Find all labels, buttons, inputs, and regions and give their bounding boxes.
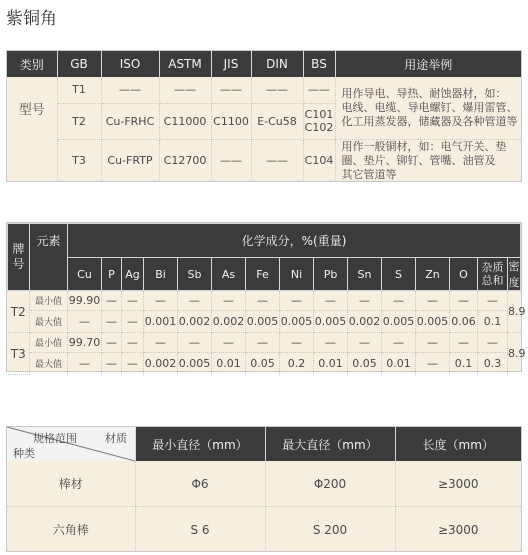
table-row <box>8 333 521 353</box>
value-cell: 0.001 <box>144 311 178 333</box>
header-element-pb: Pb <box>314 258 348 291</box>
grade-cell: T3 <box>8 333 30 375</box>
density-cell: 8.9 <box>508 347 526 361</box>
value-cell: 0.002 <box>178 311 212 333</box>
value-cell: 0.005 <box>416 311 450 333</box>
length-cell: ≥3000 <box>437 522 479 537</box>
header-max-diameter: 最大直径（mm） <box>265 427 395 461</box>
value-cell: — <box>450 291 478 311</box>
cell-jis: C1100 <box>211 103 251 139</box>
max-label: 最大值 <box>30 311 68 333</box>
header-element-ag: Ag <box>122 258 144 291</box>
header-bs: BS <box>303 51 335 77</box>
value-cell: — <box>122 311 144 333</box>
usage-line: 圈、垫片、铆钉、管嘴、油管及 <box>341 153 496 167</box>
corner-range-label: 规格范围 <box>33 432 77 445</box>
length-cell: ≥3000 <box>395 461 521 507</box>
value-cell: — <box>382 333 416 353</box>
value-cell: 0.05 <box>246 353 280 375</box>
value-cell: — <box>280 333 314 353</box>
header-astm: ASTM <box>159 51 211 77</box>
value-cell: — <box>416 333 450 353</box>
usage-text <box>335 139 521 182</box>
value-cell: 0.005 <box>314 311 348 333</box>
table-row <box>8 311 521 333</box>
value-cell: — <box>314 333 348 353</box>
header-element-sn: Sn <box>348 258 382 291</box>
table-header-row <box>8 224 521 258</box>
value-cell: — <box>246 291 280 311</box>
header-brand <box>8 224 30 291</box>
header-din: DIN <box>251 51 303 77</box>
value-cell: 0.005 <box>178 353 212 375</box>
value-cell: 0.005 <box>246 311 280 333</box>
header-brand-line: 号 <box>12 257 25 271</box>
header-element: 元素 <box>30 224 68 291</box>
header-element-sb: Sb <box>178 258 212 291</box>
header-gb: GB <box>57 51 101 77</box>
value-cell: — <box>416 291 450 311</box>
usage-line: 电线、电缆、导电螺钉、爆用雷管、 <box>341 100 518 114</box>
usage-text <box>335 77 521 139</box>
cell-iso: Cu-FRHC <box>101 103 159 139</box>
value-cell: — <box>382 291 416 311</box>
cell-din: —— <box>251 139 303 182</box>
value-cell: — <box>122 333 144 353</box>
value-cell: — <box>122 291 144 311</box>
value-cell: 0.2 <box>280 353 314 375</box>
value-cell: — <box>246 333 280 353</box>
value-cell: 0.002 <box>212 311 246 333</box>
specification-table <box>6 426 522 552</box>
header-density: 密度 <box>508 258 521 291</box>
value-cell: — <box>122 353 144 375</box>
value-cell: 0.005 <box>280 311 314 333</box>
cell-din: —— <box>251 77 303 103</box>
value-cell: — <box>144 333 178 353</box>
cell-jis: —— <box>211 139 251 182</box>
cell-bs: C104 <box>303 139 335 182</box>
table-row <box>8 353 521 375</box>
header-impurity-line: 杂质 <box>481 261 504 274</box>
cell-iso: —— <box>101 77 159 103</box>
header-element-fe: Fe <box>246 258 280 291</box>
value-cell: — <box>102 333 122 353</box>
header-iso: ISO <box>101 51 159 77</box>
value-cell: — <box>144 291 178 311</box>
cell-astm: C11000 <box>159 103 211 139</box>
header-element-s: S <box>382 258 416 291</box>
value-cell: — <box>102 311 122 333</box>
header-min-diameter: 最小直径（mm） <box>135 427 265 461</box>
value-cell: 0.01 <box>382 353 416 375</box>
cell-din: E-Cu58 <box>251 103 303 139</box>
value-cell: — <box>102 291 122 311</box>
usage-line: 其它管道等 <box>341 167 397 181</box>
max-diameter-cell: S 200 <box>265 507 395 553</box>
header-composition-title: 化学成分，%(重量) <box>68 224 521 258</box>
table-row <box>7 139 521 182</box>
value-cell: — <box>478 291 508 311</box>
table-header-row <box>7 51 521 77</box>
value-cell: 0.1 <box>478 311 508 333</box>
page-title: 紫铜角 <box>6 9 57 29</box>
header-length: 长度（mm） <box>395 427 521 461</box>
value-cell: 0.01 <box>212 353 246 375</box>
value-cell: — <box>280 291 314 311</box>
value-cell: — <box>68 311 102 333</box>
min-label: 最小值 <box>30 291 68 311</box>
value-cell: — <box>314 291 348 311</box>
min-label: 最小值 <box>30 333 68 353</box>
table-header-row <box>7 427 521 461</box>
value-cell: 0.002 <box>144 353 178 375</box>
header-element-as: As <box>212 258 246 291</box>
value-cell: — <box>348 333 382 353</box>
header-brand-line: 牌 <box>12 242 25 256</box>
value-cell: — <box>450 333 478 353</box>
value-cell: 0.05 <box>348 353 382 375</box>
grade-cell: T2 <box>8 291 30 333</box>
header-usage: 用途举例 <box>335 51 521 77</box>
usage-line: 化工用蒸发器，储藏器及各种管道等 <box>341 114 518 128</box>
min-diameter-cell: S 6 <box>135 507 265 553</box>
cell-gb: T3 <box>57 139 101 182</box>
bs-code: C101 <box>304 108 334 121</box>
value-cell: 0.002 <box>348 311 382 333</box>
usage-line: 用作导电、导热、耐蚀器材，如： <box>341 86 507 100</box>
corner-material-label: 材质 <box>105 432 127 445</box>
cell-bs: —— <box>303 77 335 103</box>
header-element-bi: Bi <box>144 258 178 291</box>
value-cell: — <box>178 333 212 353</box>
usage-line: 用作一般铜材，如：电气开关、垫 <box>341 139 507 153</box>
type-label-spacer <box>7 139 57 182</box>
header-element-zn: Zn <box>416 258 450 291</box>
density-cell: 8.9 <box>508 291 521 333</box>
table-row <box>7 461 521 507</box>
header-element-ni: Ni <box>280 258 314 291</box>
product-name: 六角棒 <box>7 507 135 553</box>
value-cell: — <box>68 353 102 375</box>
cell-gb: T2 <box>57 103 101 139</box>
max-diameter-cell: Φ200 <box>265 461 395 507</box>
value-cell: 0.1 <box>450 353 478 375</box>
value-cell: 0.3 <box>478 353 508 375</box>
value-cell: 0.01 <box>314 353 348 375</box>
header-jis: JIS <box>211 51 251 77</box>
bs-code: C102 <box>304 121 334 134</box>
header-category: 类别 <box>7 51 57 77</box>
table-row <box>8 291 521 311</box>
value-cell: — <box>212 333 246 353</box>
table-row <box>7 507 521 553</box>
cell-iso: Cu-FRTP <box>101 139 159 182</box>
chemical-composition-table <box>6 222 526 372</box>
value-cell: 99.90 <box>68 291 102 311</box>
value-cell: — <box>416 353 450 375</box>
diagonal-corner-header <box>7 427 135 461</box>
header-element-p: P <box>102 258 122 291</box>
value-cell: 0.06 <box>450 311 478 333</box>
value-cell: — <box>348 291 382 311</box>
header-impurity-line: 总和 <box>481 274 504 287</box>
min-diameter-cell: Φ6 <box>135 461 265 507</box>
header-element-o: O <box>450 258 478 291</box>
value-cell: — <box>478 333 508 353</box>
value-cell: 0.005 <box>382 311 416 333</box>
table-row <box>7 77 521 103</box>
table-header-row <box>8 258 521 291</box>
max-label: 最大值 <box>30 353 68 375</box>
cell-bs <box>303 103 335 139</box>
value-cell: — <box>178 291 212 311</box>
grade-standards-table <box>6 50 522 182</box>
value-cell: — <box>102 353 122 375</box>
header-element-cu: Cu <box>68 258 102 291</box>
header-impurity-total <box>478 258 508 291</box>
type-label: 型号 <box>7 77 57 139</box>
cell-astm: —— <box>159 77 211 103</box>
value-cell: 99.70 <box>68 333 102 353</box>
product-name: 棒材 <box>7 461 135 507</box>
cell-gb: T1 <box>57 77 101 103</box>
cell-astm: C12700 <box>159 139 211 182</box>
corner-kind-label: 种类 <box>13 447 35 460</box>
cell-jis: —— <box>211 77 251 103</box>
value-cell: — <box>212 291 246 311</box>
